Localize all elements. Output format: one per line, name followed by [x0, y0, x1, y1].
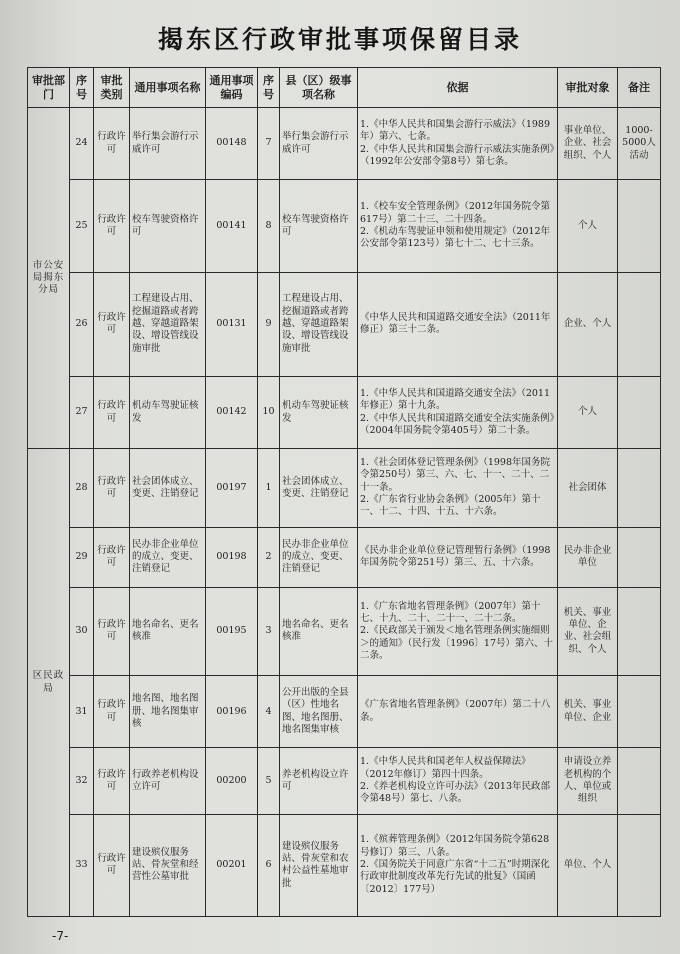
item-name-cell: 民办非企业单位的成立、变更、注销登记 — [130, 527, 206, 587]
table-row — [28, 814, 661, 916]
item-code-cell: 00142 — [206, 376, 258, 448]
header-name: 通用事项名称 — [130, 68, 206, 108]
note-cell: 1000-5000人活动 — [618, 108, 661, 180]
table-row — [28, 108, 661, 180]
page-number: -7- — [52, 929, 69, 943]
header-target: 审批对象 — [558, 68, 618, 108]
local-seq-cell: 4 — [258, 676, 280, 748]
type-cell: 行政许可 — [94, 587, 130, 675]
header-seq: 序号 — [70, 68, 94, 108]
note-cell — [618, 376, 661, 448]
county-item-name-cell: 举行集会游行示威许可 — [280, 108, 358, 180]
county-item-name-cell: 公开出版的全县（区）性地名图、地名图册、地名图集审核 — [280, 676, 358, 748]
local-seq-cell: 2 — [258, 527, 280, 587]
table-row — [28, 180, 661, 272]
table-row — [28, 449, 661, 527]
header-local-seq: 序号 — [258, 68, 280, 108]
header-basis: 依据 — [358, 68, 558, 108]
header-county-name: 县（区）级事项名称 — [280, 68, 358, 108]
note-cell — [618, 272, 661, 376]
header-code: 通用事项编码 — [206, 68, 258, 108]
county-item-name-cell: 工程建设占用、挖掘道路或者跨越、穿越道路架设、增设管线设施审批 — [280, 272, 358, 376]
table-row — [28, 676, 661, 748]
county-item-name-cell: 机动车驾驶证核发 — [280, 376, 358, 448]
basis-cell: 1.《中华人民共和国集会游行示威法》（1989年）第六、七条。 2.《中华人民共和国集会游行示威法实施条例》（1992年公安部令第8号）第七条。 — [358, 108, 558, 180]
item-code-cell: 00198 — [206, 527, 258, 587]
target-cell: 社会团体 — [558, 449, 618, 527]
item-code-cell: 00197 — [206, 449, 258, 527]
county-item-name-cell: 养老机构设立许可 — [280, 748, 358, 814]
item-code-cell: 00195 — [206, 587, 258, 675]
basis-cell: 《中华人民共和国道路交通安全法》（2011年修正）第三十二条。 — [358, 272, 558, 376]
table-header-row — [28, 68, 661, 108]
approval-items-table — [27, 67, 661, 917]
type-cell: 行政许可 — [94, 748, 130, 814]
item-code-cell: 00141 — [206, 180, 258, 272]
header-dept: 审批部门 — [28, 68, 70, 108]
note-cell — [618, 676, 661, 748]
page-title: 揭东区行政审批事项保留目录 — [157, 25, 522, 54]
seq-cell: 31 — [70, 676, 94, 748]
item-code-cell: 00131 — [206, 272, 258, 376]
type-cell: 行政许可 — [94, 108, 130, 180]
target-cell: 个人 — [558, 376, 618, 448]
seq-cell: 27 — [70, 376, 94, 448]
local-seq-cell: 9 — [258, 272, 280, 376]
local-seq-cell: 5 — [258, 748, 280, 814]
seq-cell: 28 — [70, 449, 94, 527]
basis-cell: 1.《中华人民共和国道路交通安全法》（2011年修正）第十九条。 2.《中华人民共和国道路交通安全法实施条例》（2004年国务院令第405号）第二十条。 — [358, 376, 558, 448]
type-cell: 行政许可 — [94, 376, 130, 448]
table-row — [28, 376, 661, 448]
seq-cell: 33 — [70, 814, 94, 916]
note-cell — [618, 748, 661, 814]
item-name-cell: 地名命名、更名核准 — [130, 587, 206, 675]
note-cell — [618, 587, 661, 675]
department-cell: 区民政局 — [28, 449, 70, 917]
item-name-cell: 社会团体成立、变更、注销登记 — [130, 449, 206, 527]
basis-cell: 《广东省地名管理条例》（2007年）第二十八条。 — [358, 676, 558, 748]
basis-cell: 《民办非企业单位登记管理暂行条例》（1998年国务院令第251号）第三、五、十六条。 — [358, 527, 558, 587]
basis-cell: 1.《校车安全管理条例》（2012年国务院令第617号）第二十三、二十四条。 2.《机动车驾驶证申领和使用规定》（2012年公安部令第123号）第七十二、七十三条。 — [358, 180, 558, 272]
target-cell: 事业单位、企业、社会组织、个人 — [558, 108, 618, 180]
county-item-name-cell: 校车驾驶资格许可 — [280, 180, 358, 272]
item-name-cell: 校车驾驶资格许可 — [130, 180, 206, 272]
type-cell: 行政许可 — [94, 527, 130, 587]
department-cell: 市公安局揭东分局 — [28, 108, 70, 449]
table-row — [28, 748, 661, 814]
county-item-name-cell: 民办非企业单位的成立、变更、注销登记 — [280, 527, 358, 587]
type-cell: 行政许可 — [94, 180, 130, 272]
target-cell: 单位、个人 — [558, 814, 618, 916]
note-cell — [618, 527, 661, 587]
table-row — [28, 527, 661, 587]
target-cell: 个人 — [558, 180, 618, 272]
local-seq-cell: 10 — [258, 376, 280, 448]
type-cell: 行政许可 — [94, 814, 130, 916]
seq-cell: 32 — [70, 748, 94, 814]
local-seq-cell: 8 — [258, 180, 280, 272]
local-seq-cell: 3 — [258, 587, 280, 675]
county-item-name-cell: 建设殡仪服务站、骨灰堂和农村公益性墓地审批 — [280, 814, 358, 916]
seq-cell: 26 — [70, 272, 94, 376]
table-row — [28, 587, 661, 675]
note-cell — [618, 180, 661, 272]
target-cell: 申请设立养老机构的个人、单位或组织 — [558, 748, 618, 814]
note-cell — [618, 814, 661, 916]
basis-cell: 1.《殡葬管理条例》（2012年国务院令第628号修订）第三、八条。 2.《国务院关于同意广东省“十二五”时期深化行政审批制度改革先行先试的批复》（国函〔2012〕177号） — [358, 814, 558, 916]
item-name-cell: 地名图、地名图册、地名图集审核 — [130, 676, 206, 748]
item-code-cell: 00201 — [206, 814, 258, 916]
target-cell: 民办非企业单位 — [558, 527, 618, 587]
item-name-cell: 工程建设占用、挖掘道路或者跨越、穿越道路架设、增设管线设施审批 — [130, 272, 206, 376]
table-row — [28, 272, 661, 376]
seq-cell: 30 — [70, 587, 94, 675]
item-code-cell: 00196 — [206, 676, 258, 748]
item-name-cell: 行政养老机构设立许可 — [130, 748, 206, 814]
target-cell: 企业、个人 — [558, 272, 618, 376]
local-seq-cell: 7 — [258, 108, 280, 180]
header-type: 审批类别 — [94, 68, 130, 108]
header-note: 备注 — [618, 68, 661, 108]
basis-cell: 1.《社会团体登记管理条例》（1998年国务院令第250号）第三、六、七、十一、二十、二十一条。 2.《广东省行业协会条例》（2005年）第十一、十二、十四、十五、十六条。 — [358, 449, 558, 527]
item-code-cell: 00148 — [206, 108, 258, 180]
item-name-cell: 建设殡仪服务站、骨灰堂和经营性公墓审批 — [130, 814, 206, 916]
county-item-name-cell: 社会团体成立、变更、注销登记 — [280, 449, 358, 527]
basis-cell: 1.《中华人民共和国老年人权益保障法》（2012年修订）第四十四条。 2.《养老机构设立许可办法》（2013年民政部令第48号）第七、八条。 — [358, 748, 558, 814]
type-cell: 行政许可 — [94, 449, 130, 527]
type-cell: 行政许可 — [94, 272, 130, 376]
item-code-cell: 00200 — [206, 748, 258, 814]
seq-cell: 29 — [70, 527, 94, 587]
county-item-name-cell: 地名命名、更名核准 — [280, 587, 358, 675]
target-cell: 机关、事业单位、企业、社会组织、个人 — [558, 587, 618, 675]
local-seq-cell: 1 — [258, 449, 280, 527]
item-name-cell: 举行集会游行示威许可 — [130, 108, 206, 180]
item-name-cell: 机动车驾驶证核发 — [130, 376, 206, 448]
local-seq-cell: 6 — [258, 814, 280, 916]
type-cell: 行政许可 — [94, 676, 130, 748]
target-cell: 机关、事业单位、企业 — [558, 676, 618, 748]
note-cell — [618, 449, 661, 527]
seq-cell: 24 — [70, 108, 94, 180]
basis-cell: 1.《广东省地名管理条例》（2007年）第十七、十九、二十、二十一、二十二条。 2.《民政部关于颁发＜地名管理条例实施细则＞的通知》（民行发〔1996〕17号）第六、十二条。 — [358, 587, 558, 675]
seq-cell: 25 — [70, 180, 94, 272]
